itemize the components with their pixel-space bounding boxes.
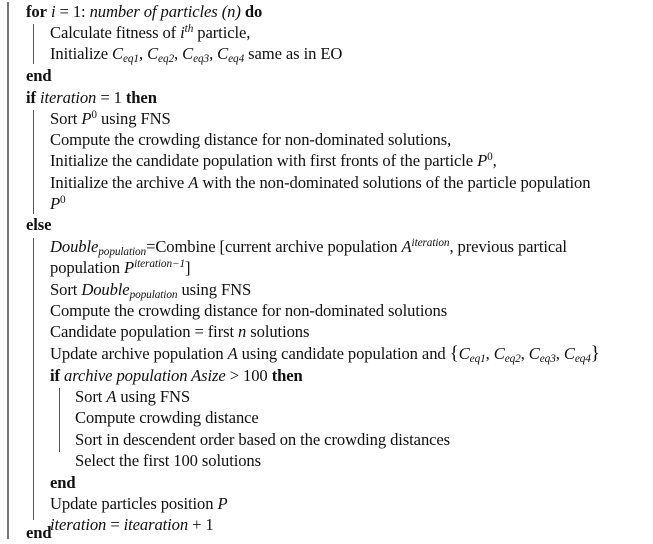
subscript: eq3 <box>193 53 210 66</box>
condition-rest: > 100 <box>225 366 272 385</box>
text: Sort <box>50 109 82 128</box>
text: with the non-dominated solutions of the particle population <box>198 173 591 192</box>
subscript: eq2 <box>158 53 175 66</box>
nested-if-line-4: Select the first 100 solutions <box>75 451 261 470</box>
text: Sort <box>50 280 82 299</box>
math-var: C <box>147 44 159 63</box>
keyword-if: if <box>50 366 60 385</box>
text: population <box>50 258 125 277</box>
text: Initialize the archive <box>50 173 189 192</box>
condition-var: iteration <box>40 88 97 107</box>
text: + 1 <box>188 515 214 534</box>
keyword-then: then <box>271 366 303 385</box>
else-keyword: else <box>26 215 52 234</box>
open-brace: { <box>449 343 459 364</box>
math-var: A <box>227 344 238 363</box>
text: using FNS <box>116 387 191 406</box>
math-var: Double <box>50 237 99 256</box>
math-var: n <box>238 322 247 341</box>
nested-if-end: end <box>50 473 76 492</box>
math-var: P <box>217 494 228 513</box>
if-body-line-3 <box>50 151 497 172</box>
else-body-line-7 <box>50 494 228 515</box>
math-var: iteration <box>50 515 107 534</box>
math-var: C <box>112 44 123 63</box>
math-var: C <box>528 344 540 363</box>
superscript: iteration <box>411 237 450 250</box>
math-var: itearation <box>123 515 189 534</box>
loop-eq: = 1: <box>55 2 90 21</box>
superscript: 0 <box>91 109 97 122</box>
else-body-line-1 <box>50 237 567 258</box>
else-body-line-6: Update archive population A using candidate population and {$C_{eq1}$, $C_{eq2}$, $C_{eq3}$, $C_{eq4}$} <box>50 343 600 366</box>
for-end: end <box>26 66 52 85</box>
superscript: iteration−1 <box>134 258 186 271</box>
subscript: eq2 <box>504 353 521 366</box>
if-body-line-4 <box>50 173 590 194</box>
subscript: eq4 <box>228 53 245 66</box>
for-body-line-1 <box>50 23 250 44</box>
loop-range: number of particles <box>89 2 218 21</box>
condition-rest: = 1 <box>96 88 126 107</box>
subscript: eq1 <box>123 53 139 66</box>
math-var: A <box>106 387 117 406</box>
nested-if-line-2: Compute crowding distance <box>75 408 259 427</box>
else-body-bar <box>33 238 34 520</box>
if-body-line-5 <box>50 194 66 215</box>
else-body-line-2 <box>50 258 190 279</box>
math-var: P <box>50 194 61 213</box>
math-var: C <box>493 344 505 363</box>
math-var: C <box>563 344 575 363</box>
loop-n: (n) <box>221 2 241 21</box>
math-var: C <box>182 44 194 63</box>
math-var: Double <box>81 280 130 299</box>
nested-if-line-3: Sort in descendent order based on the crowding distances <box>75 430 451 449</box>
else-body-line-5 <box>50 322 309 343</box>
math-var: i <box>180 23 185 42</box>
keyword-do: do <box>244 2 263 21</box>
text: using FNS <box>177 280 252 299</box>
math-var: P <box>81 109 92 128</box>
text: Initialize the candidate population with first fronts of the particle <box>50 151 478 170</box>
else-body-line-4: Compute the crowding distance for non-dominated solutions <box>50 301 448 320</box>
math-var: P <box>477 151 488 170</box>
close-brace: } <box>590 343 600 364</box>
for-body-line-2: Initialize $C_{eq1}$, $C_{eq2}$, $C_{eq3}$, $C_{eq4}$ same as in EO <box>50 44 343 66</box>
math-var: A <box>188 173 199 192</box>
text: ] <box>185 258 191 277</box>
keyword-then: then <box>125 88 157 107</box>
else-body-line-8 <box>50 515 214 536</box>
text: Initialize <box>50 44 113 63</box>
text: = <box>106 515 124 534</box>
nested-if-header <box>50 366 303 387</box>
text: solutions <box>246 322 310 341</box>
text: same as in EO <box>244 44 343 63</box>
text: using FNS <box>96 109 171 128</box>
nested-if-line-1 <box>75 387 190 408</box>
text: Candidate population = first <box>50 322 239 341</box>
subscript: population <box>129 289 178 302</box>
text: , previous partical <box>449 237 567 256</box>
if-header <box>26 88 157 109</box>
if-body-line-1 <box>50 109 171 130</box>
loop-var: i <box>50 2 56 21</box>
subscript: population <box>98 246 147 259</box>
keyword-if: if <box>26 88 36 107</box>
text: particle, <box>193 23 251 42</box>
condition: archive population Asize <box>64 366 226 385</box>
keyword-for: for <box>26 2 47 21</box>
superscript: 0 <box>487 151 493 164</box>
for-body-bar <box>33 24 34 64</box>
if-else-end: end <box>26 523 52 542</box>
text: , <box>492 151 497 170</box>
for-header <box>26 2 262 23</box>
text: Calculate fitness of <box>50 23 181 42</box>
if-body-line-2: Compute the crowding distance for non-dominated solutions, <box>50 130 452 149</box>
text: Sort <box>75 387 107 406</box>
text: =Combine [current archive population <box>146 237 402 256</box>
text: using candidate population and <box>237 344 450 363</box>
nested-if-body-bar <box>59 388 60 452</box>
text: Update archive population <box>50 344 228 363</box>
outer-scope-bar <box>7 2 9 539</box>
superscript: 0 <box>60 194 66 207</box>
subscript: eq3 <box>539 353 556 366</box>
superscript: th <box>184 23 194 36</box>
math-var: C <box>458 344 470 363</box>
subscript: eq1 <box>469 353 486 366</box>
subscript: eq4 <box>574 353 591 366</box>
text: Update particles position <box>50 494 218 513</box>
if-body-bar <box>33 110 34 214</box>
math-var: C <box>217 44 229 63</box>
else-body-line-3 <box>50 280 251 301</box>
math-var: A <box>401 237 412 256</box>
math-var: P <box>124 258 135 277</box>
